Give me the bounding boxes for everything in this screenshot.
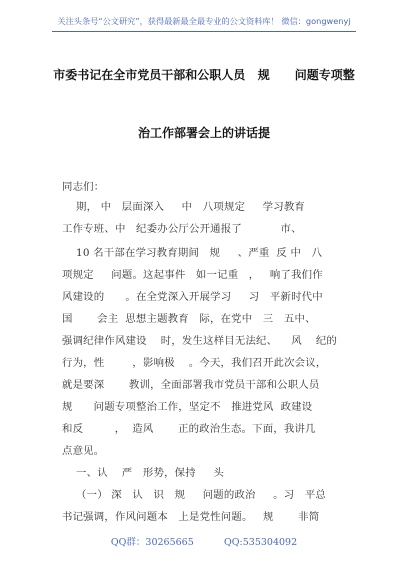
body-line: 项规定 问题。这起事件 如一记重 ， 响了我们作 <box>62 269 323 281</box>
document-title-line-1: 市委书记在全市党员干部和公职人员 规 问题专项整 <box>53 68 355 82</box>
body-line: 就是要深 教训，全面部署我市党员干部和公职人员 <box>62 379 320 391</box>
header-banner: 关注头条号“公文研究”，获得最新最全最专业的公文资料库！ 微信：gongwenyj <box>57 16 351 26</box>
body-line: 规 问题专项整治工作，坚定不 推进党风 政建设 <box>62 401 313 413</box>
body-line: 同志们： <box>62 181 105 193</box>
document-title-line-2: 治工作部署会上的讲话提 <box>137 126 270 140</box>
footer-contact: QQ群：30265665 QQ:535304092 <box>110 537 298 548</box>
body-line: 书记强调，作风问题本 上是党性问题。 规 非简 <box>62 511 320 523</box>
body-line: 强调纪律作风建设 时，发生这样目无法纪、 风 纪的 <box>62 335 338 347</box>
body-line: 行为，性 ，影响极 。今天，我们召开此次会议， <box>62 357 327 369</box>
body-line: 国 会主 思想主题教育 际，在党中 三 五中、 <box>62 313 316 325</box>
subsection-heading: （一） 深 认 识 规 问题的政治 。习 平总 <box>62 489 327 501</box>
body-line: 10 名干部在学习教育期间 规 、严重 反 中 八 <box>62 247 323 259</box>
body-line: 期， 中 层面深入 中 八项规定 学习教育 <box>62 201 306 213</box>
body-line: 和反 ， 造风 正的政治生态。下面，我讲几 <box>62 423 316 435</box>
body-line: 风建设的 。在全党深入开展学习 习 平新时代中 <box>62 291 323 303</box>
body-line: 工作专班、中 纪委办公厅公开通报了 市、 <box>62 223 302 235</box>
header-divider <box>52 31 356 32</box>
body-line: 点意见。 <box>62 445 105 457</box>
section-heading: 一、认 严 形势，保持 头 <box>62 467 224 479</box>
